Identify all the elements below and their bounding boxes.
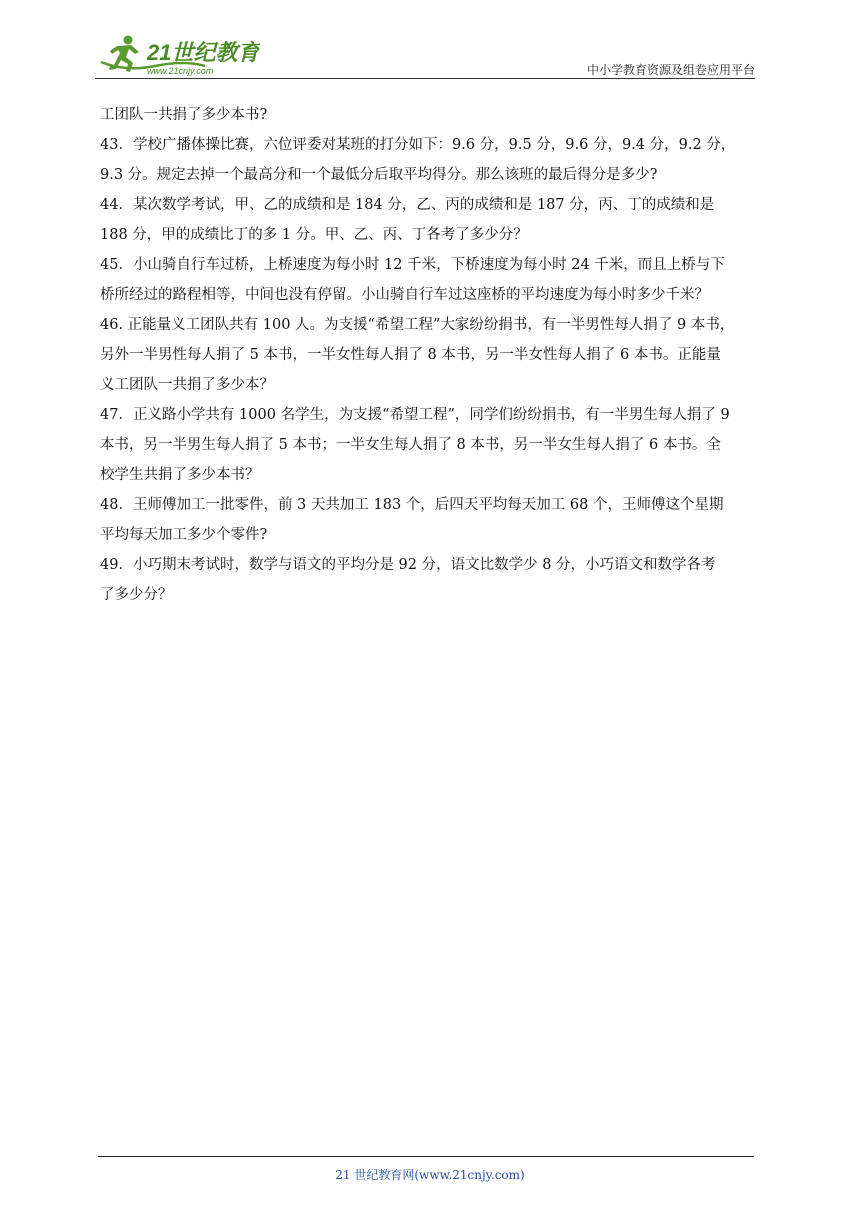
text-line: 188 分，甲的成绩比丁的多 1 分。甲、乙、丙、丁各考了多少分？ (100, 227, 528, 243)
site-logo (95, 32, 260, 78)
header-divider (95, 78, 755, 79)
text-line: 43．学校广播体操比赛，六位评委对某班的打分如下：9.6 分，9.5 分，9.6 分，9.4 分，9.2 分， (100, 137, 736, 153)
platform-name: 中小学教育资源及组卷应用平台 (586, 63, 755, 77)
text-line: 44．某次数学考试，甲、乙的成绩和是 184 分，乙、丙的成绩和是 187 分，丙、丁的成绩和是 (100, 197, 715, 213)
footer-divider (98, 1156, 754, 1157)
text-line: 了多少分？ (100, 587, 173, 603)
text-line: 另外一半男性每人捐了 5 本书，一半女性每人捐了 8 本书，另一半女性每人捐了 6 本书。正能量 (100, 347, 721, 363)
logo-text: 21世纪教育 (147, 40, 260, 65)
text-line: 46. 正能量义工团队共有 100 人。为支援“希望工程”大家纷纷捐书，有一半男性每人捐了 9 本书， (100, 317, 735, 333)
text-line: 9.3 分。规定去掉一个最高分和一个最低分后取平均得分。那么该班的最后得分是多少? (100, 167, 658, 183)
question-list (100, 100, 768, 610)
text-line: 48．王师傅加工一批零件，前 3 天共加工 183 个，后四天平均每天加工 68 个，王师傅这个星期 (100, 497, 724, 513)
text-line: 桥所经过的路程相等，中间也没有停留。小山骑自行车过这座桥的平均速度为每小时多少千米？ (100, 287, 709, 303)
logo-url: www.21cnjy.com (147, 66, 214, 76)
page-header (95, 32, 755, 82)
text-line: 45．小山骑自行车过桥，上桥速度为每小时 12 千米，下桥速度为每小时 24 千米，而且上桥与下 (100, 257, 725, 273)
text-line: 49．小巧期末考试时，数学与语文的平均分是 92 分，语文比数学少 8 分，小巧语文和数学各考 (100, 557, 716, 573)
text-line: 47．正义路小学共有 1000 名学生，为支援“希望工程”，同学们纷纷捐书，有一半男生每人捐了 9 (100, 407, 730, 423)
text-line: 校学生共捐了多少本书？ (100, 467, 260, 483)
text-line: 本书，另一半男生每人捐了 5 本书；一半女生每人捐了 8 本书，另一半女生每人捐了 6 本书。全 (100, 437, 721, 453)
text-line: 平均每天加工多少个零件? (100, 527, 268, 543)
text-line: 工团队一共捐了多少本书? (100, 107, 268, 123)
footer-link[interactable]: 21 世纪教育网(www.21cnjy.com) (335, 1168, 525, 1182)
text-line: 义工团队一共捐了多少本？ (100, 377, 274, 393)
